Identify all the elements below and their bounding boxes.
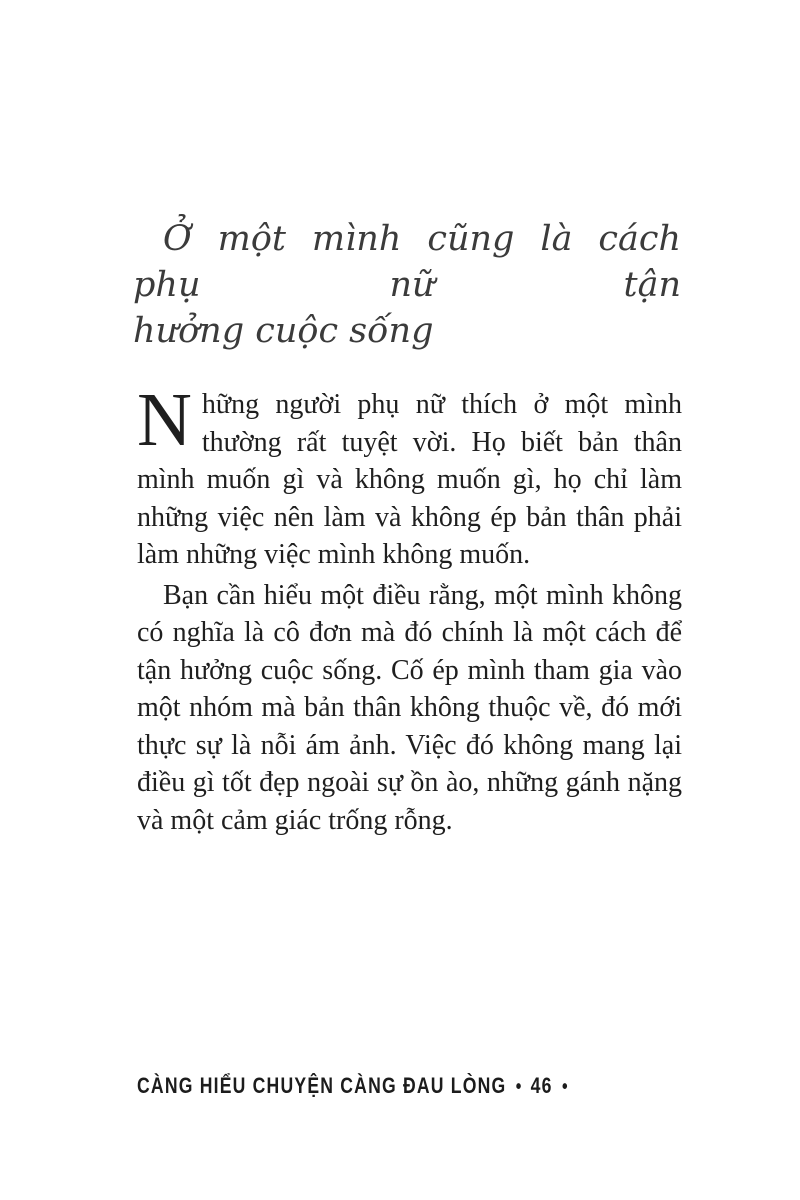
drop-cap: N: [137, 378, 192, 462]
paragraph: [137, 577, 682, 840]
paragraph-text: hững người phụ nữ thích ở một mình thường rất tuyệt vời. Họ biết bản thân mình muốn gì và không muốn gì, họ chỉ làm những việc nên làm và không ép bản thân phải làm những việc mình không muốn.: [137, 389, 682, 570]
body-text-column: [137, 378, 682, 839]
footer-bullet-icon: •: [515, 1076, 522, 1098]
footer-bullet-icon: •: [561, 1076, 568, 1098]
chapter-title-line-1: Ở một mình cũng là cách phụ nữ tận: [133, 219, 681, 305]
chapter-title: [133, 216, 681, 354]
footer-page-number: 46: [530, 1073, 553, 1098]
footer-book-title: CÀNG HIỂU CHUYỆN CÀNG ĐAU LÒNG: [137, 1073, 507, 1098]
paragraph: [137, 378, 682, 574]
chapter-title-line-2: hưởng cuộc sống: [133, 311, 434, 351]
page-footer: [137, 1073, 571, 1100]
paragraph-text: Bạn cần hiểu một điều rằng, một mình không có nghĩa là cô đơn mà đó chính là một cách để tận hưởng cuộc sống. Cố ép mình tham gia vào một nhóm mà bản thân không thuộc về, đó mới thực sự là nỗi ám ảnh. Việc đó không mang lại điều gì tốt đẹp ngoài sự ồn ào, những gánh nặng và một cảm giác trống rỗng.: [137, 579, 682, 836]
